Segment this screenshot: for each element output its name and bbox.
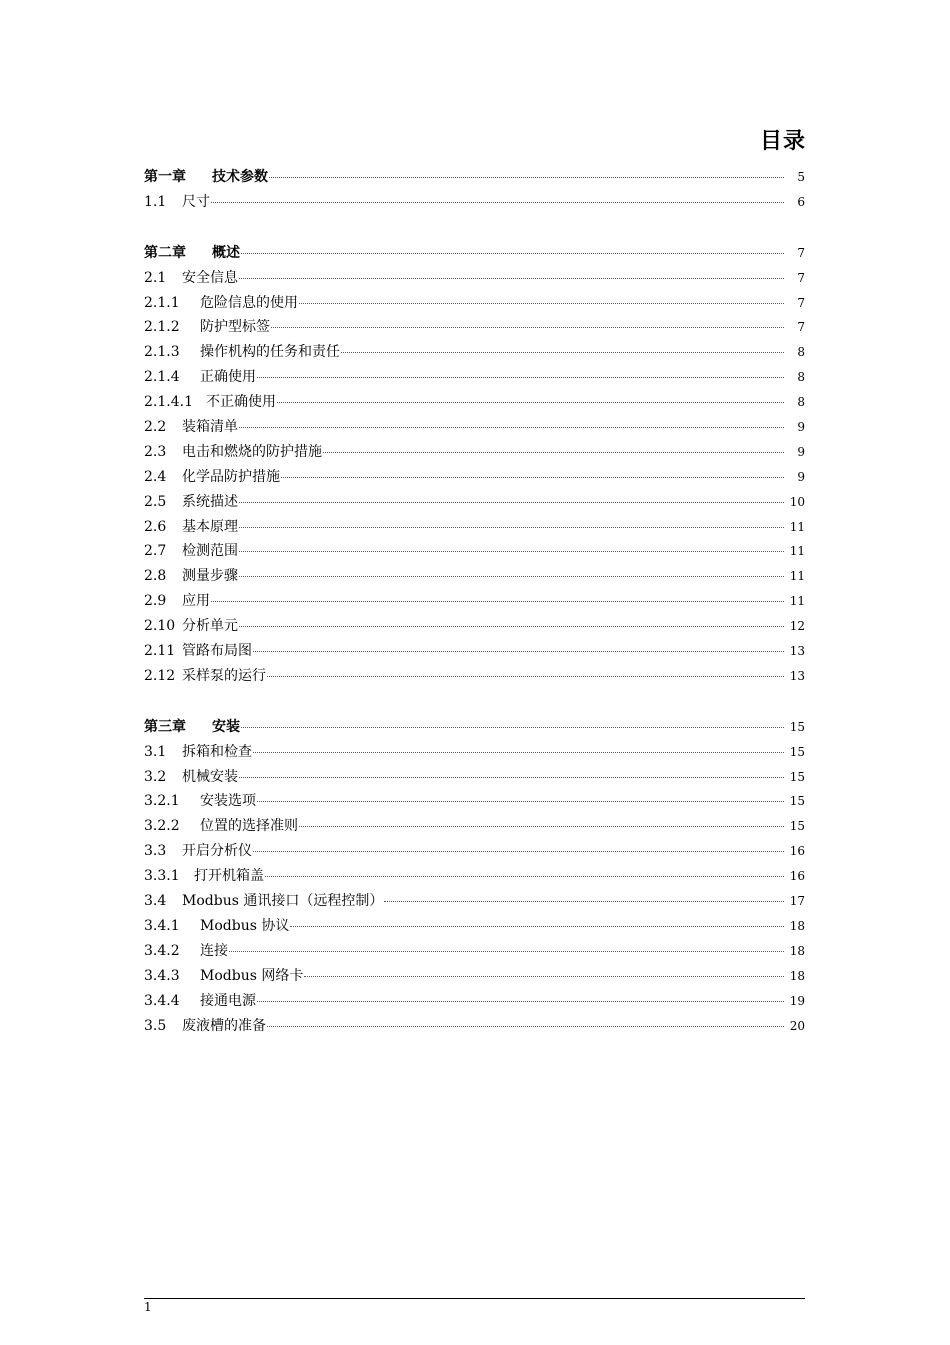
toc-leader-dots [257, 1001, 784, 1002]
toc-entry-number: 2.1 [144, 269, 167, 286]
toc-entry[interactable] [144, 815, 805, 840]
toc-leader-dots [239, 777, 784, 778]
toc-title: 目录 [759, 129, 806, 154]
toc-entry[interactable] [144, 615, 805, 640]
toc-leader-dots [323, 452, 784, 453]
toc-entry-number: 第一章 [144, 169, 186, 185]
table-of-contents [144, 166, 805, 1039]
toc-entry-label: 分析单元 [182, 618, 238, 635]
toc-entry-number: 2.1.4 [144, 369, 180, 386]
toc-entry-label: 操作机构的任务和责任 [200, 344, 340, 361]
toc-entry-number: 2.1.1 [144, 294, 180, 311]
toc-entry-number: 1.1 [144, 193, 167, 210]
toc-entry-number: 2.5 [144, 493, 167, 510]
toc-entry-label: 采样泵的运行 [182, 667, 266, 684]
toc-entry-label: 正确使用 [200, 369, 256, 386]
toc-entry-label: 安全信息 [182, 269, 238, 286]
toc-entry-page: 9 [797, 420, 805, 435]
toc-leader-dots [257, 377, 784, 378]
toc-entry-chapter-2[interactable] [144, 242, 805, 267]
toc-entry[interactable] [144, 965, 805, 990]
toc-entry-page: 11 [789, 594, 805, 609]
toc-entry-label: 电击和燃烧的防护措施 [182, 443, 322, 460]
toc-entry-label: 接通电源 [200, 992, 256, 1009]
toc-leader-dots [290, 926, 784, 927]
toc-entry-number: 3.3 [144, 843, 167, 860]
toc-entry-label: 应用 [182, 593, 210, 610]
toc-leader-dots [239, 502, 784, 503]
toc-entry[interactable] [144, 366, 805, 391]
toc-entry-label: 拆箱和检查 [182, 743, 252, 760]
toc-entry-page: 17 [789, 894, 805, 909]
toc-leader-dots [277, 402, 784, 403]
toc-leader-dots [239, 427, 784, 428]
toc-entry-number: 第二章 [144, 244, 186, 261]
toc-entry-number: 2.8 [144, 568, 167, 585]
toc-entry-label: 防护型标签 [200, 319, 270, 336]
toc-entry-number: 2.6 [144, 518, 167, 535]
toc-leader-dots [211, 202, 784, 203]
toc-entry[interactable] [144, 940, 805, 965]
toc-entry[interactable] [144, 540, 805, 565]
toc-entry-page: 15 [789, 794, 805, 809]
toc-entry-page: 11 [789, 519, 805, 534]
toc-entry-label: Modbus 通讯接口（远程控制） [182, 893, 384, 910]
toc-entry-page: 8 [797, 395, 805, 410]
toc-entry-number: 2.12 [144, 667, 176, 684]
toc-entry[interactable] [144, 840, 805, 865]
toc-leader-dots [299, 303, 784, 304]
toc-leader-dots [241, 727, 784, 728]
toc-leader-dots [239, 576, 784, 577]
toc-entry-label: 系统描述 [182, 493, 238, 510]
toc-entry-page: 9 [797, 444, 805, 459]
toc-entry-number: 3.4.2 [144, 942, 180, 959]
toc-entry-page: 11 [789, 569, 805, 584]
toc-entry-page: 18 [789, 918, 805, 933]
toc-leader-dots [229, 951, 784, 952]
toc-leader-dots [241, 253, 784, 254]
toc-entry-number: 3.3.1 [144, 868, 180, 885]
toc-entry-number: 2.7 [144, 543, 167, 560]
toc-entry-page: 18 [789, 968, 805, 983]
toc-entry-label: 基本原理 [182, 518, 238, 535]
toc-leader-dots [269, 177, 784, 178]
toc-entry-page: 11 [789, 544, 805, 559]
toc-leader-dots [257, 801, 784, 802]
toc-entry-number: 2.10 [144, 618, 176, 635]
toc-entry[interactable] [144, 466, 805, 491]
toc-entry[interactable] [144, 865, 805, 890]
toc-leader-dots [304, 976, 784, 977]
toc-entry-page: 6 [797, 194, 805, 209]
toc-entry[interactable] [144, 640, 805, 665]
toc-entry-label: 废液槽的准备 [182, 1017, 266, 1034]
toc-leader-dots [265, 876, 784, 877]
toc-entry-number: 3.1 [144, 743, 167, 760]
toc-entry-page: 13 [789, 668, 805, 683]
toc-entry[interactable] [144, 665, 805, 690]
toc-leader-dots [253, 651, 784, 652]
toc-entry-label: 机械安装 [182, 768, 238, 785]
toc-entry-number: 2.1.3 [144, 344, 180, 361]
footer-page-number: 1 [144, 1300, 152, 1314]
toc-entry-label: 危险信息的使用 [200, 294, 298, 311]
toc-entry-page: 16 [789, 844, 805, 859]
toc-entry-label: Modbus 协议 [200, 917, 290, 934]
toc-entry-label: 装箱清单 [182, 419, 238, 436]
toc-entry[interactable] [144, 516, 805, 541]
toc-entry[interactable] [144, 416, 805, 441]
toc-entry-label: 测量步骤 [182, 568, 238, 585]
toc-entry-number: 2.4 [144, 468, 167, 485]
toc-entry-number: 3.4.3 [144, 967, 180, 984]
toc-entry-number: 2.11 [144, 643, 176, 660]
toc-entry-number: 3.2.2 [144, 818, 180, 835]
toc-entry-label: Modbus 网络卡 [200, 967, 304, 984]
toc-entry[interactable] [144, 441, 805, 466]
toc-entry[interactable] [144, 890, 805, 915]
toc-entry-chapter-3[interactable] [144, 716, 805, 741]
toc-leader-dots [253, 752, 784, 753]
toc-entry-page: 15 [789, 719, 805, 734]
toc-entry-page: 15 [789, 769, 805, 784]
toc-entry[interactable] [144, 191, 805, 216]
toc-entry-number: 2.9 [144, 593, 167, 610]
toc-entry-number: 2.1.2 [144, 319, 180, 336]
toc-leader-dots [211, 601, 784, 602]
toc-entry-page: 7 [797, 270, 805, 285]
toc-entry-label: 连接 [200, 942, 228, 959]
toc-leader-dots [271, 327, 784, 328]
toc-entry[interactable] [144, 316, 805, 341]
toc-entry[interactable] [144, 341, 805, 366]
toc-entry-number: 2.3 [144, 443, 167, 460]
toc-entry-page: 8 [797, 345, 805, 360]
toc-entry[interactable] [144, 590, 805, 615]
toc-entry-page: 7 [797, 320, 805, 335]
toc-entry-label: 化学品防护措施 [182, 468, 280, 485]
toc-entry-label: 管路布局图 [182, 643, 252, 660]
toc-entry-number: 3.4.1 [144, 917, 180, 934]
toc-entry-page: 10 [789, 494, 805, 509]
toc-entry[interactable] [144, 990, 805, 1015]
toc-entry-page: 20 [789, 1018, 805, 1033]
toc-entry-label: 位置的选择准则 [200, 818, 298, 835]
toc-entry-number: 2.1.4.1 [144, 394, 193, 411]
footer-divider [144, 1298, 805, 1299]
toc-entry-page: 15 [789, 819, 805, 834]
toc-entry[interactable] [144, 565, 805, 590]
toc-entry[interactable] [144, 292, 805, 317]
toc-entry[interactable] [144, 741, 805, 766]
toc-entry-number: 第三章 [144, 718, 186, 735]
toc-entry-number: 3.5 [144, 1017, 167, 1034]
toc-entry-label: 概述 [212, 244, 240, 261]
toc-entry-page: 19 [789, 993, 805, 1008]
toc-entry-label: 技术参数 [212, 169, 268, 185]
toc-entry-label: 尺寸 [182, 193, 210, 210]
toc-entry[interactable] [144, 1015, 805, 1040]
toc-leader-dots [239, 626, 784, 627]
toc-entry-label: 打开机箱盖 [194, 868, 264, 885]
toc-entry[interactable] [144, 267, 805, 292]
toc-entry-chapter-1[interactable] [144, 166, 805, 191]
toc-entry[interactable] [144, 491, 805, 516]
toc-entry-page: 7 [797, 245, 805, 260]
toc-leader-dots [299, 826, 784, 827]
toc-leader-dots [239, 551, 784, 552]
toc-entry[interactable] [144, 766, 805, 791]
toc-entry-number: 3.4.4 [144, 992, 180, 1009]
toc-entry-label: 安装选项 [200, 793, 256, 810]
toc-entry-page: 18 [789, 943, 805, 958]
toc-entry-page: 9 [797, 469, 805, 484]
toc-entry[interactable] [144, 790, 805, 815]
toc-entry-page: 16 [789, 869, 805, 884]
toc-entry[interactable] [144, 915, 805, 940]
toc-entry-label: 检测范围 [182, 543, 238, 560]
toc-entry-number: 3.2.1 [144, 793, 180, 810]
toc-entry-page: 5 [797, 170, 805, 184]
toc-leader-dots [267, 676, 784, 677]
toc-leader-dots [341, 352, 784, 353]
toc-entry-label: 安装 [212, 718, 240, 735]
toc-leader-dots [239, 527, 784, 528]
toc-leader-dots [281, 477, 784, 478]
toc-entry-page: 7 [797, 295, 805, 310]
toc-entry-page: 15 [789, 744, 805, 759]
toc-entry[interactable] [144, 391, 805, 416]
toc-entry-page: 12 [789, 619, 805, 634]
toc-entry-number: 3.2 [144, 768, 167, 785]
toc-leader-dots [253, 851, 784, 852]
toc-entry-label: 开启分析仪 [182, 843, 252, 860]
toc-leader-dots [384, 901, 784, 902]
toc-leader-dots [267, 1026, 784, 1027]
toc-entry-number: 2.2 [144, 419, 167, 436]
toc-entry-label: 不正确使用 [206, 394, 276, 411]
toc-entry-number: 3.4 [144, 893, 167, 910]
toc-entry-page: 8 [797, 370, 805, 385]
toc-entry-page: 13 [789, 644, 805, 659]
toc-leader-dots [239, 278, 784, 279]
